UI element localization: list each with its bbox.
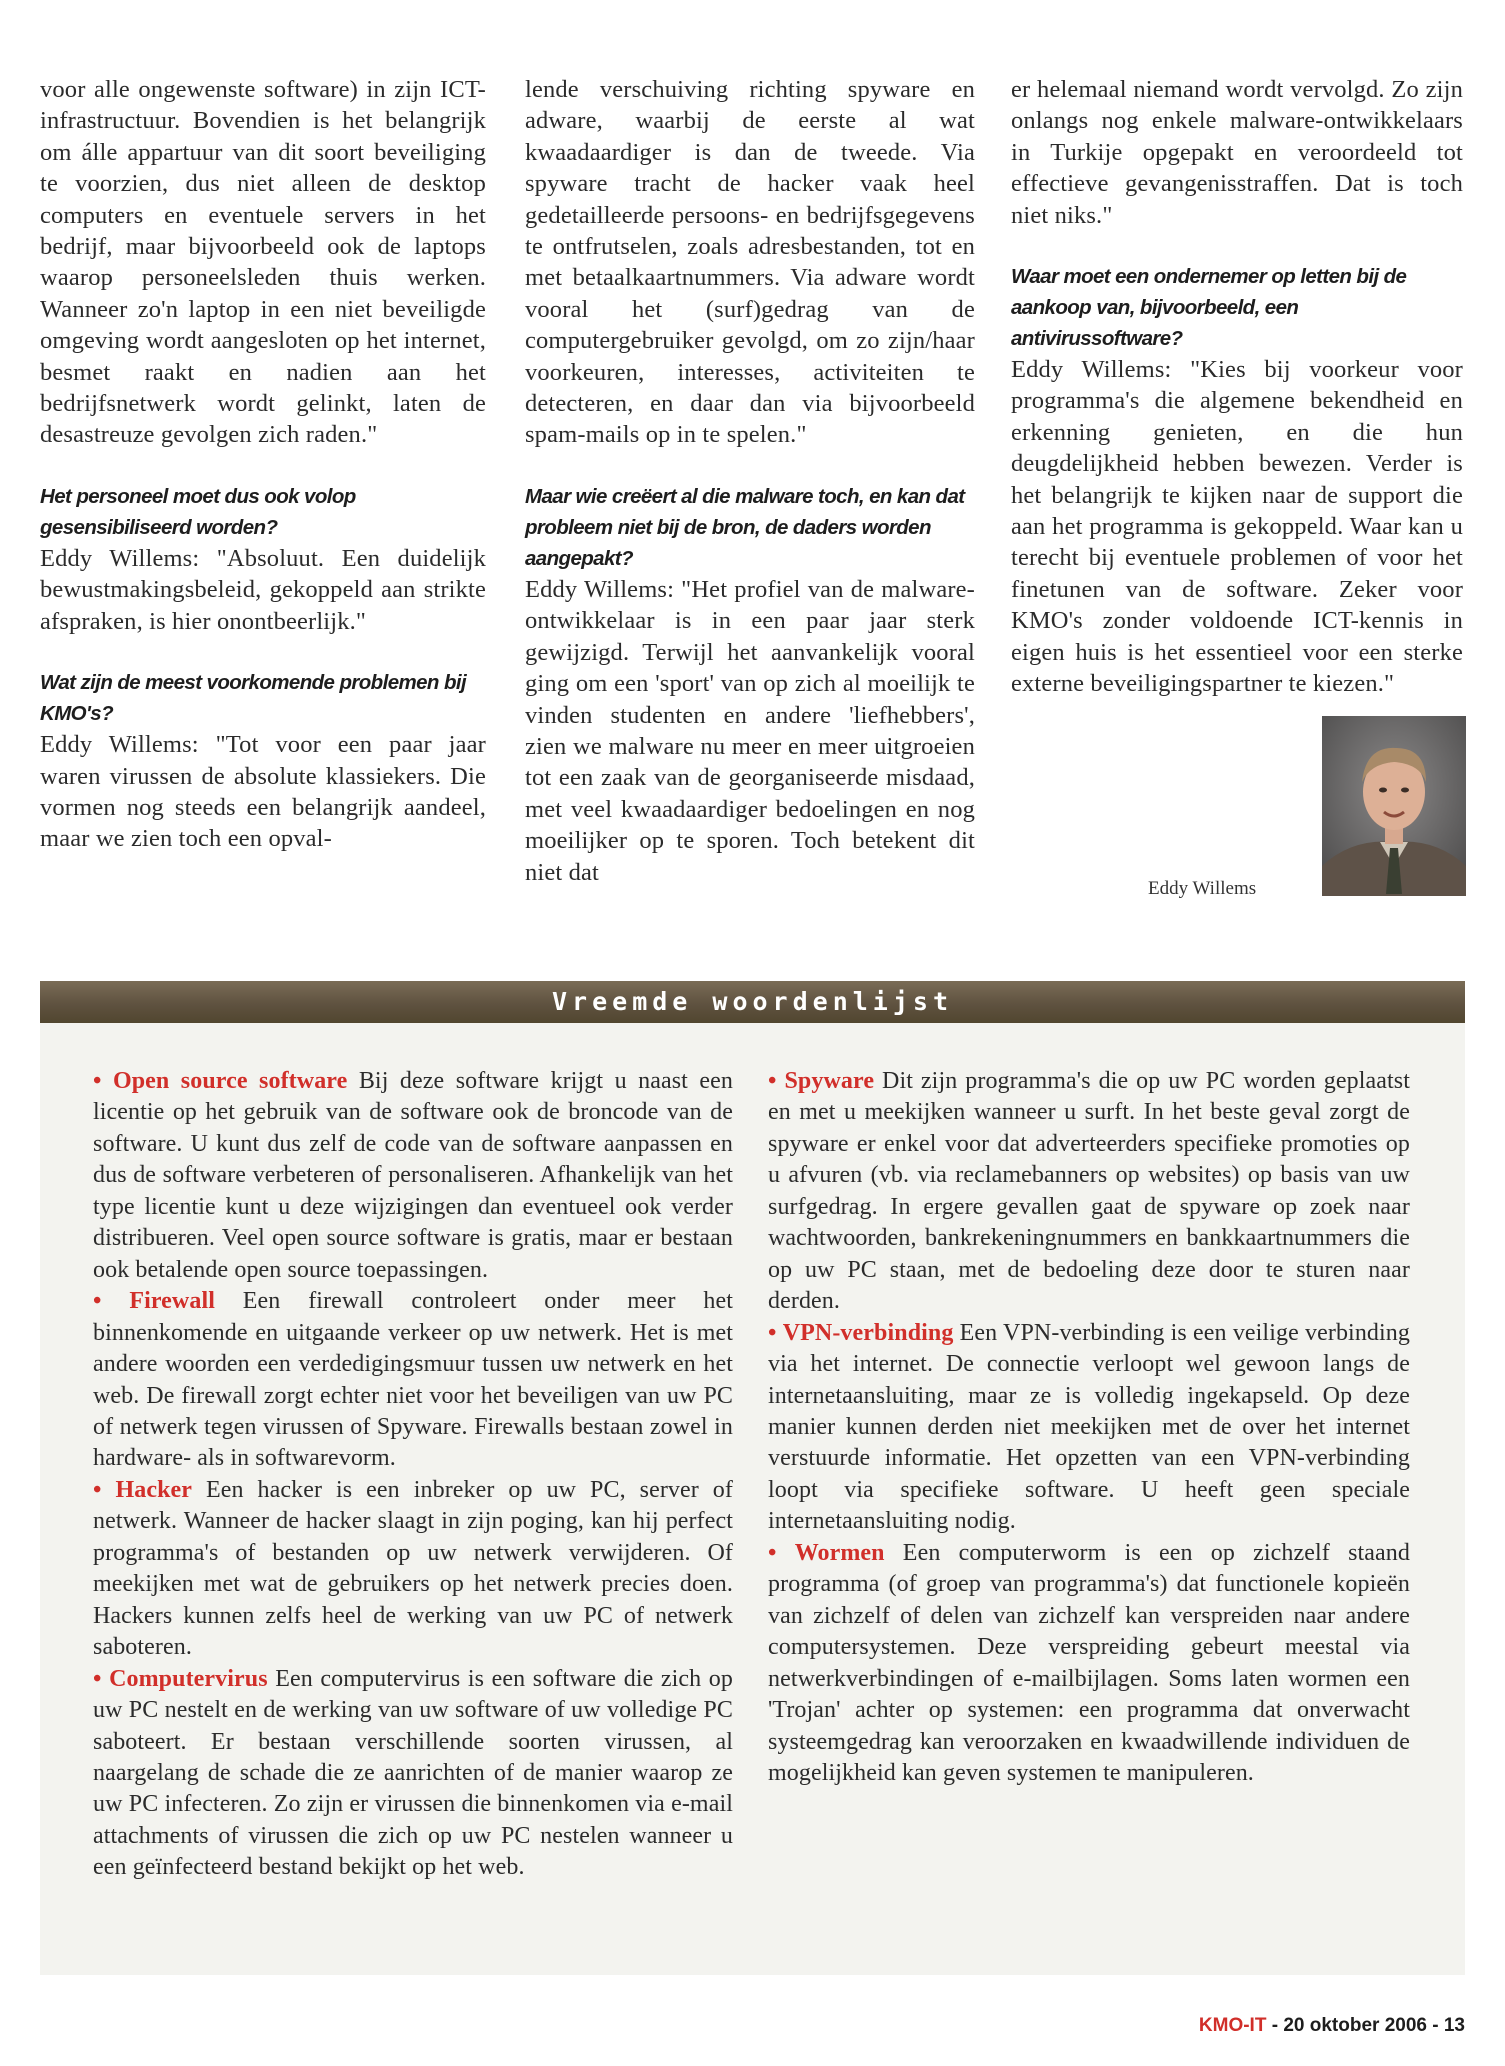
interview-answer: Eddy Willems: "Absoluut. Een duidelijk bewustmakingsbeleid, gekoppeld aan strikte afspraken, is hier onontbeerlijk." [40,544,486,635]
portrait-photo [1322,716,1466,896]
glossary-definition: Een firewall controleert onder meer het binnenkomende en uitgaande verkeer op uw netwerk. Het is met andere woorden een verdedigingsmuur tussen uw netwerk en het web. De firewall zorgt echter niet voor het beveiligen van uw PC of netwerk tegen virussen of Spyware. Firewalls bestaan zowel in hardware- als in softwarevorm. [93,1288,734,1472]
glossary-entry [93,1066,733,1286]
glossary-header-bar [40,981,1465,1023]
glossary-entry [93,1286,733,1475]
glossary-definition: Een computerworm is een op zichzelf staand programma (of groep van programma's) dat functionele kopieën van zichzelf of delen van zichzelf kan verspreiden naar andere computersystemen. Deze verspreiding gebeurt meestal via netwerkverbindingen of e-mailbijlagen. Soms laten wormen een 'Trojan' achter op systemen: een programma dat onverwacht systeemgedrag kan veroorzaken en kwaadwillende individuen de mogelijkheid kan geven systemen te manipuleren. [768,1539,1410,1786]
glossary-entry [768,1318,1410,1538]
glossary-definition: Een hacker is een inbreker op uw PC, server of netwerk. Wanneer de hacker slaagt in zijn poging, kan hij perfect programma's of bestanden op uw netwerk verwijderen. Of meekijken met wat de gebruikers op het netwerk precies doen. Hackers kunnen zelfs heel de werking van uw PC of netwerk saboteren. [93,1476,733,1661]
bullet-icon: • [768,1539,777,1566]
interview-answer: Eddy Willems: "Tot voor een paar jaar waren virussen de absolute klassiekers. Die vormen nog steeds een belangrijk aandeel, maar we zien toch een opval- [40,731,486,853]
interview-question: Waar moet een ondernemer op letten bij de aankoop van, bijvoorbeeld, een antivirussoftware? [1011,265,1407,351]
bullet-icon: • [93,1665,102,1692]
interview-question: Maar wie creëert al die malware toch, en kan dat probleem niet bij de bron, de daders worden aangepakt? [525,484,965,570]
paragraph: er helemaal niemand wordt vervolgd. Zo zijn onlangs nog enkele malware-ontwikkelaars in Turkije opgepakt en veroordeeld tot effectieve gevangenisstraffen. Dat is toch niet niks." [1011,76,1463,229]
glossary-term: Firewall [129,1288,215,1315]
bullet-icon: • [93,1068,102,1094]
page-footer [1199,2015,1465,2037]
glossary-definition: Een computervirus is een software die zich op uw PC nestelt en de werking van uw software of uw volledige PC saboteert. Er bestaan verschillende soorten virussen, al naargelang de schade die ze aanrichten of de manier waarop ze uw PC infecteren. Zo zijn er virussen die binnenkomen via e-mail attachments of virussen die zich op uw PC nestelen wanneer u een geïnfecteerd bestand bekijkt op het web. [93,1665,733,1881]
bullet-icon: • [93,1288,102,1315]
photo-caption: Eddy Willems [1148,878,1257,899]
glossary-entry [768,1066,1410,1318]
glossary-term: Open source software [112,1068,348,1094]
magazine-brand: KMO-IT [1198,2015,1267,2036]
glossary-entry [93,1664,733,1884]
issue-date-page: - 20 oktober 2006 - 13 [1266,2015,1465,2036]
glossary-term: Hacker [115,1476,193,1503]
glossary-column-1 [93,1066,733,1884]
bullet-icon: • [768,1068,777,1094]
glossary-term: Computervirus [109,1665,268,1692]
glossary-definition: Een VPN-verbinding is een veilige verbinding via het internet. De connectie verloopt wel gewoon langs de internetaansluiting, maar ze is volledig ingekapseld. Op deze manier kunnen derden niet meekijken met de over het internet verstuurde informatie. Het opzetten van een VPN-verbinding loopt via specifieke software. U heeft geen speciale internetaansluiting nodig. [768,1319,1410,1535]
interview-answer: Eddy Willems: "Kies bij voorkeur voor programma's die algemene bekendheid en erkenning genieten, en die hun deugdelijkheid hebben bewezen. Verder is het belangrijk te kijken naar de support die aan het programma is gekoppeld. Waar kan u terecht bij eventuele problemen of voor het finetunen van de software. Zeker voor KMO's zonder voldoende ICT-kennis in eigen huis is het essentieel voor een sterke externe beveiligingspartner te kiezen." [1011,356,1463,698]
glossary-term: Wormen [794,1539,885,1566]
interview-question: Wat zijn de meest voorkomende problemen bij KMO's? [40,671,467,726]
article-column-3 [1011,74,1463,700]
glossary-column-2 [768,1066,1410,1789]
article-column-2 [525,74,975,888]
interview-question: Het personeel moet dus ook volop gesensibiliseerd worden? [40,484,356,539]
glossary-entry [768,1538,1410,1790]
paragraph: voor alle ongewenste software) in zijn ICT-infrastructuur. Bovendien is het belangrijk om álle appartuur van dit soort beveiliging te voorzien, dus niet alleen de desktop computers en eventuele servers in het bedrijf, maar bijvoorbeeld ook de laptops waarop personeelsleden thuis werken. Wanneer zo'n laptop in een niet beveiligde omgeving wordt aangesloten op het internet, besmet raakt en nadien aan het bedrijfsnetwerk wordt gelinkt, laten de desastreuze gevolgen zich raden." [40,76,486,449]
paragraph: lende verschuiving richting spyware en adware, waarbij de eerste al wat kwaadaardiger is dan de tweede. Via spyware tracht de hacker vaak heel gedetailleerde persoons- en bedrijfsgegevens te ontfrutselen, zoals adresbestanden, tot en met betaalkaartnummers. Via adware wordt vooral het (surf)gedrag van de computergebruiker gevolgd, om zo zijn/haar voorkeuren, interesses, activiteiten te detecteren, en daar dan via bijvoorbeeld spam-mails op in te spelen." [525,76,975,449]
bullet-icon: • [768,1319,777,1346]
bullet-icon: • [93,1476,102,1503]
glossary-definition: Bij deze software krijgt u naast een licentie op het gebruik van de software ook de broncode van de software. U kunt dus zelf de code van de software aanpassen en dus de software verbeteren of personaliseren. Afhankelijk van het type licentie kunt u deze wijzigingen dan eventueel ook verder distribueren. Veel open source software is gratis, maar er bestaan ook betalende open source toepassingen. [93,1068,733,1283]
glossary-title: Vreemde woordenlijst [551,987,954,1016]
glossary-term: VPN-verbinding [782,1319,954,1346]
person-portrait-icon [1322,716,1466,896]
glossary-definition: Dit zijn programma's die op uw PC worden geplaatst en met u meekijken wanneer u surft. In het beste geval zorgt de spyware er enkel voor dat adverteerders specifieke promoties op u afvuren (vb. via reclamebanners op websites) op basis van uw surfgedrag. In ergere gevallen gaat de spyware op zoek naar wachtwoorden, bankrekeningnummers en bankkaartnummers die op uw PC staan, met de bedoeling deze door te sturen naar derden. [768,1068,1410,1315]
glossary-entry [93,1475,733,1664]
glossary-term: Spyware [784,1068,875,1094]
article-column-1 [40,74,486,855]
interview-answer: Eddy Willems: "Het profiel van de malware-ontwikkelaar is in een paar jaar sterk gewijzigd. Terwijl het aanvankelijk vooral ging om een 'sport' van op zich al moeilijk te vinden studenten en andere 'liefhebbers', zien we malware nu meer en meer uitgroeien tot een zaak van de georganiseerde misdaad, met veel kwaadaardiger bedoelingen en nog moeilijker op te sporen. Toch betekent dit niet dat [525,575,975,886]
